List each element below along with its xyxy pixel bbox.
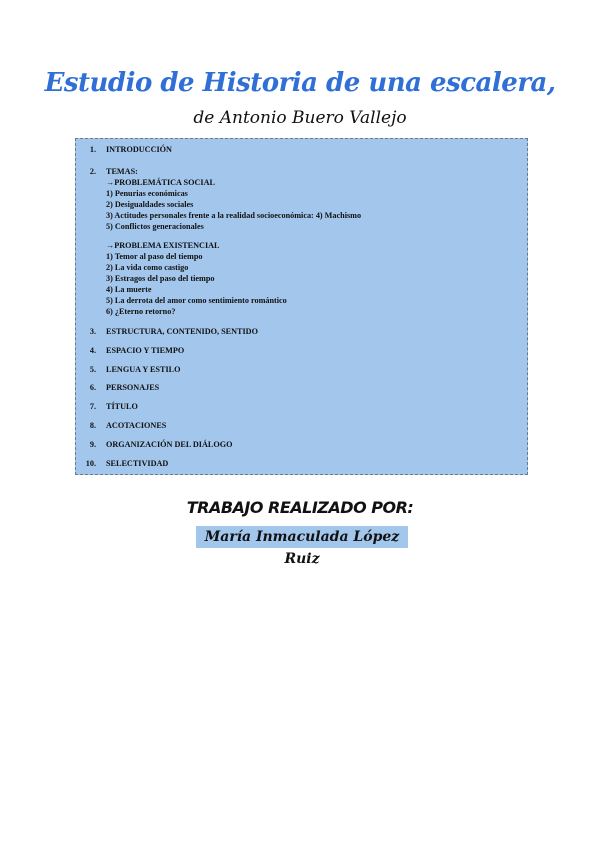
index-label: ESPACIO Y TIEMPO <box>106 346 185 355</box>
list-item: 1) Penurias económicas <box>106 189 188 198</box>
index-number: 3. <box>89 327 96 336</box>
index-label: TEMAS: <box>106 167 138 176</box>
page-title: Estudio de Historia de una escalera, <box>44 68 556 98</box>
index-label: INTRODUCCIÓN <box>106 145 172 154</box>
index-label: PERSONAJES <box>106 383 160 392</box>
list-item: 2) Desigualdades sociales <box>106 200 194 209</box>
index-number: 2. <box>89 167 96 176</box>
credit-heading: TRABAJO REALIZADO POR: <box>186 498 414 517</box>
list-item: 4) La muerte <box>106 285 152 294</box>
author-name: María Inmaculada López Ruiz <box>196 526 408 548</box>
index-number: 6. <box>89 383 96 392</box>
index-number: 5. <box>89 365 96 374</box>
temas-existencial-heading: →PROBLEMA EXISTENCIAL <box>106 241 220 250</box>
list-item: 2) La vida como castigo <box>106 263 189 272</box>
list-item: 3) Actitudes personales frente a la realidad socioeconómica: 4) Machismo <box>106 211 362 220</box>
index-number: 1. <box>89 145 96 154</box>
index-number: 4. <box>89 346 96 355</box>
list-item: 5) La derrota del amor como sentimiento romántico <box>106 296 287 305</box>
list-item: 6) ¿Eterno retorno? <box>106 307 176 316</box>
list-item: 5) Conflictos generacionales <box>106 222 204 231</box>
page-subtitle: de Antonio Buero Vallejo <box>193 108 407 128</box>
index-number: 10. <box>85 459 96 468</box>
list-item: 1) Temor al paso del tiempo <box>106 252 203 261</box>
index-number: 7. <box>89 402 96 411</box>
temas-social-heading: →PROBLEMÁTICA SOCIAL <box>106 178 215 187</box>
index-label: ESTRUCTURA, CONTENIDO, SENTIDO <box>106 327 258 336</box>
list-item: 3) Estragos del paso del tiempo <box>106 274 215 283</box>
index-label: ORGANIZACIÓN DEL DIÁLOGO <box>106 440 233 449</box>
index-box <box>75 138 528 475</box>
index-label: SELECTIVIDAD <box>106 459 169 468</box>
index-number: 9. <box>89 440 96 449</box>
index-number: 8. <box>89 421 96 430</box>
index-label: TÍTULO <box>106 402 138 411</box>
index-label: ACOTACIONES <box>106 421 167 430</box>
index-label: LENGUA Y ESTILO <box>106 365 181 374</box>
